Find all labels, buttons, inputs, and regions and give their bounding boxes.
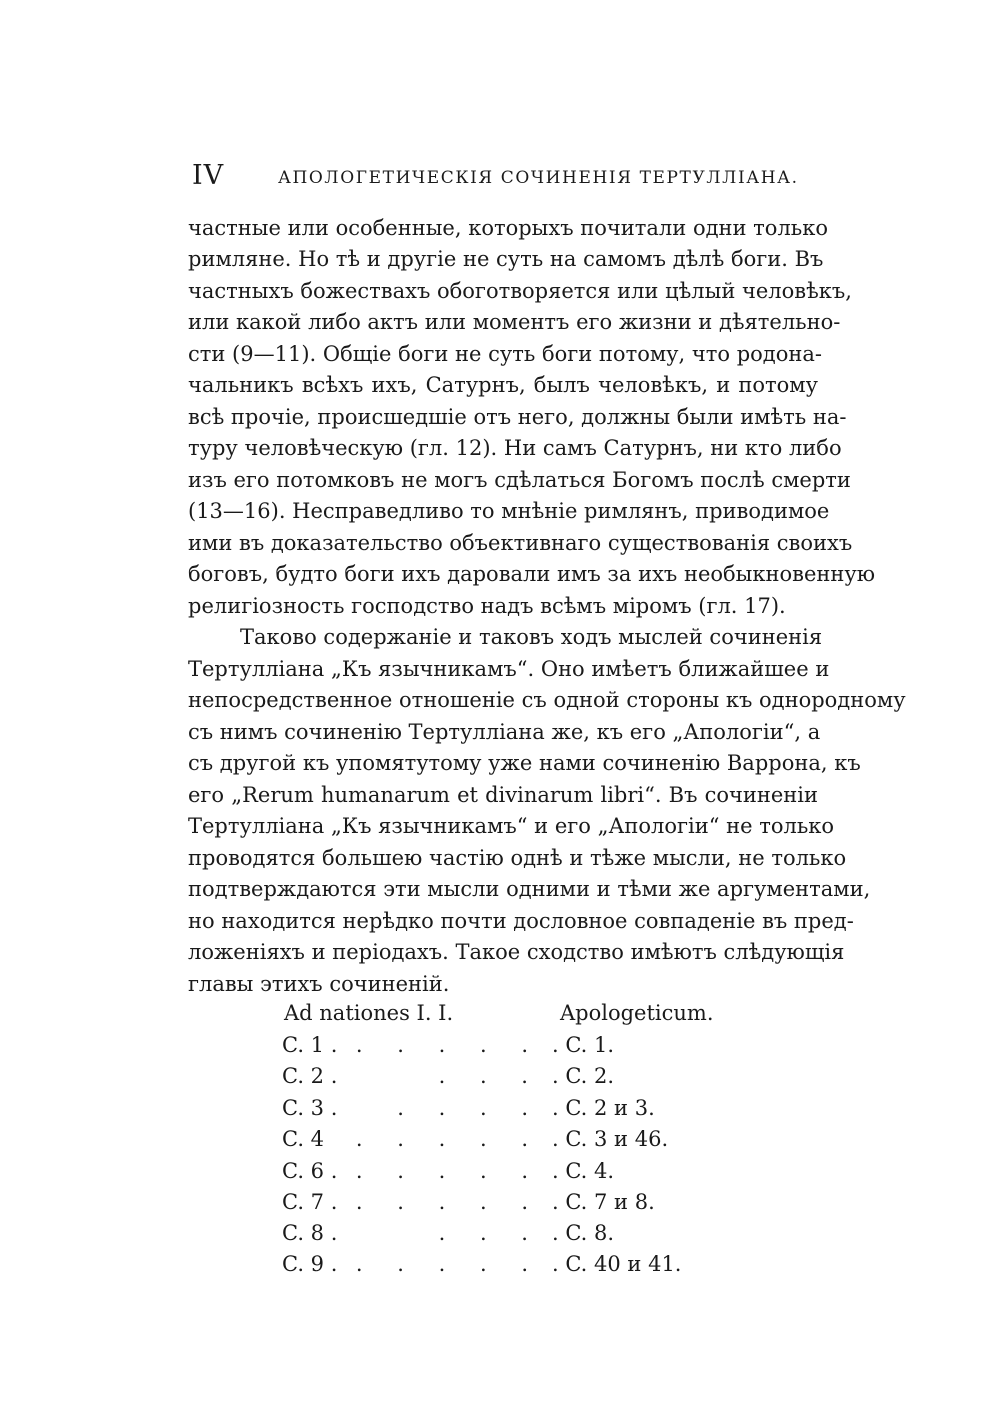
text-line: съ нимъ сочиненію Тертулліана же, къ его „Апологіи“, а	[188, 720, 821, 744]
concordance-row	[282, 1030, 702, 1060]
concordance-left: C. 1 .	[282, 1033, 338, 1057]
concordance-left: C. 6 .	[282, 1159, 338, 1183]
concordance-right: . C. 2 и 3.	[552, 1096, 655, 1120]
text-line: (13—16). Несправедливо то мнѣніе римлянъ, приводимое	[188, 499, 830, 523]
concordance-right: . C. 2.	[552, 1064, 615, 1088]
concordance-row	[282, 1249, 702, 1279]
leader-dots: . . . . .	[355, 1252, 542, 1276]
concordance-right: . C. 7 и 8.	[552, 1190, 655, 1214]
concordance-row	[282, 1218, 702, 1248]
concordance-left: C. 3 .	[282, 1096, 338, 1120]
text-line: ложеніяхъ и періодахъ. Такое сходство имѣютъ слѣдующія	[188, 940, 845, 964]
concordance-left: C. 2 .	[282, 1064, 338, 1088]
concordance-right: . C. 3 и 46.	[552, 1127, 669, 1151]
leader-dots: . . . . .	[355, 1033, 542, 1057]
leader-dots: . . . . .	[355, 1127, 542, 1151]
text-line: частныхъ божествахъ обоготворяется или цѣлый человѣкъ,	[188, 279, 852, 303]
text-line: но находится нерѣдко почти дословное совпаденіе въ пред-	[188, 909, 854, 933]
concordance-right: . C. 1.	[552, 1033, 615, 1057]
text-line: ими въ доказательство объективнаго существованія своихъ	[188, 531, 853, 555]
text-line: туру человѣческую (гл. 12). Ни самъ Сатурнъ, ни кто либо	[188, 436, 842, 460]
text-line: его „Rerum humanarum et divinarum libri“. Въ сочиненіи	[188, 783, 818, 807]
concordance-left-header: Ad nationes I. I.	[284, 1001, 454, 1025]
concordance-left: C. 7 .	[282, 1190, 338, 1214]
concordance-right: . C. 8.	[552, 1221, 615, 1245]
text-line: Тертулліана „Къ язычникамъ“. Оно имѣетъ ближайшее и	[188, 657, 830, 681]
concordance-row	[282, 1093, 702, 1123]
concordance-right-header: Apologeticum.	[560, 1001, 714, 1025]
leader-dots: . . . . .	[355, 1190, 542, 1214]
text-line: Таково содержаніе и таковъ ходъ мыслей сочиненія	[240, 625, 823, 649]
concordance-row	[282, 1187, 702, 1217]
concordance-right: . C. 4.	[552, 1159, 615, 1183]
text-line: главы этихъ сочиненій.	[188, 972, 450, 996]
text-line: чальникъ всѣхъ ихъ, Сатурнъ, былъ человѣкъ, и потому	[188, 373, 818, 397]
text-line: подтверждаются эти мысли одними и тѣми же аргументами,	[188, 877, 871, 901]
running-title: АПОЛОГЕТИЧЕСКІЯ СОЧИНЕНІЯ ТЕРТУЛЛІАНА.	[278, 168, 799, 188]
concordance-row	[282, 1156, 702, 1186]
text-line: непосредственное отношеніе съ одной стороны къ однородному	[188, 688, 906, 712]
leader-dots: . . .	[438, 1221, 542, 1245]
text-line: изъ его потомковъ не могъ сдѣлаться Богомъ послѣ смерти	[188, 468, 851, 492]
leader-dots: . . . . .	[355, 1159, 542, 1183]
text-line: проводятся большею частію однѣ и тѣже мысли, не только	[188, 846, 847, 870]
concordance-left: C. 9 .	[282, 1252, 338, 1276]
text-line: сти (9—11). Общіе боги не суть боги потому, что родона-	[188, 342, 822, 366]
text-line: съ другой къ упомятутому уже нами сочиненію Варрона, къ	[188, 751, 861, 775]
page-number: IV	[192, 160, 225, 191]
concordance-row	[282, 1061, 702, 1091]
concordance-left: C. 8 .	[282, 1221, 338, 1245]
concordance-left: C. 4	[282, 1127, 325, 1151]
text-line: частные или особенные, которыхъ почитали одни только	[188, 216, 828, 240]
leader-dots: . . . .	[397, 1096, 542, 1120]
leader-dots: . . .	[438, 1064, 542, 1088]
text-line: или какой либо актъ или моментъ его жизни и дѣятельно-	[188, 310, 841, 334]
concordance-right: . C. 40 и 41.	[552, 1252, 682, 1276]
concordance-row	[282, 1124, 702, 1154]
text-line: Тертулліана „Къ язычникамъ“ и его „Апологіи“ не только	[188, 814, 835, 838]
text-line: религіозность господство надъ всѣмъ міромъ (гл. 17).	[188, 594, 786, 618]
text-line: римляне. Но тѣ и другіе не суть на самомъ дѣлѣ боги. Въ	[188, 247, 824, 271]
text-line: всѣ прочіе, происшедшіе отъ него, должны были имѣть на-	[188, 405, 847, 429]
text-line: боговъ, будто боги ихъ даровали имъ за ихъ необыкновенную	[188, 562, 876, 586]
